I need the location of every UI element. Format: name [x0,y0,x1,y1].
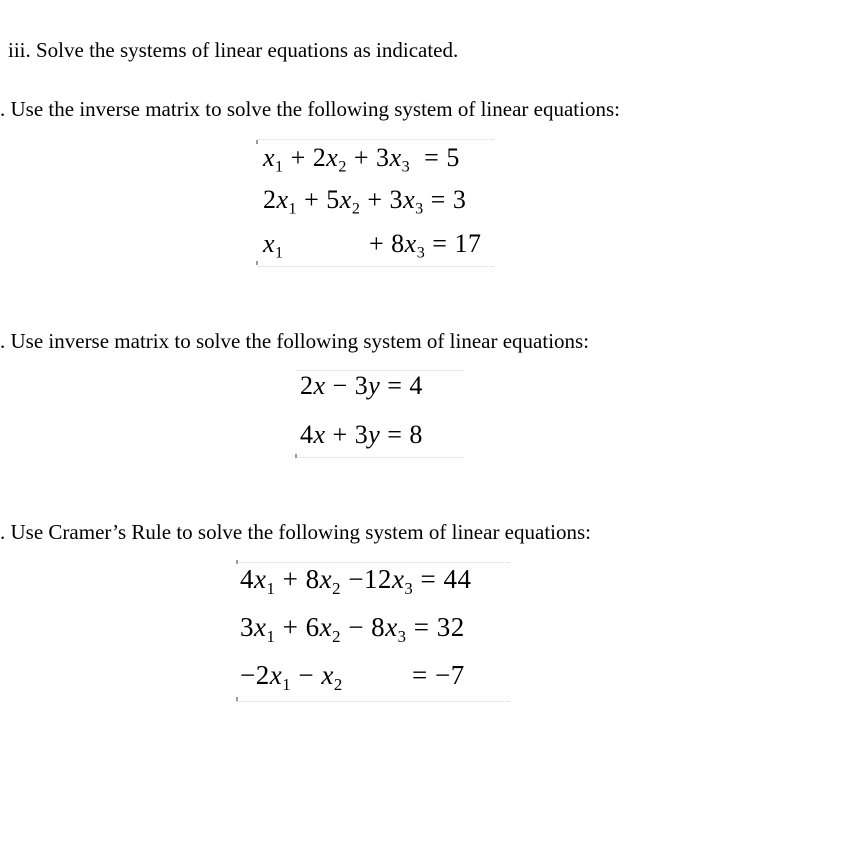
problem-3-prompt: . Use Cramer’s Rule to solve the following system of linear equations: [0,520,592,544]
problem-2-equation-2: 4x + 3y = 8 [300,420,423,449]
problem-1-prompt: . Use the inverse matrix to solve the following system of linear equations: [0,97,620,121]
problem-1-equation-3-left: $x_1$ [263,229,284,262]
problem-1-bracket-mark [256,140,258,144]
problem-1-bracket-mark-bottom [256,261,258,265]
problem-1-equation-3-right: + $8x_3 = 17$ [369,229,482,262]
problem-3-bracket-mark [236,560,238,564]
problem-3-equation-3-right: = −7 [412,660,465,690]
problem-3-bracket-mark-bottom [236,697,238,701]
problem-1-equation-1: $x_1 + 2x_2 + 3x_3 = 5$ [263,143,460,176]
problem-1-equation-2: $2x_1 + 5x_2 + 3x_3 = 3$ [263,185,467,218]
problem-3-equation-1: $4x_1 + 8x_2 -12x_3 = 44$ [240,564,472,598]
problem-3-equation-2: $3x_1 + 6x_2 - 8x_3 = 32$ [240,612,465,646]
problem-2-bracket-mark [295,454,297,458]
problem-2-equation-1: 2x − 3y = 4 [300,371,423,400]
section-heading: iii. Solve the systems of linear equations as indicated. [8,38,459,62]
problem-2-prompt: . Use inverse matrix to solve the following system of linear equations: [0,329,590,353]
problem-3-equation-3-left: $-2x_1 - x_2$ [240,660,343,694]
